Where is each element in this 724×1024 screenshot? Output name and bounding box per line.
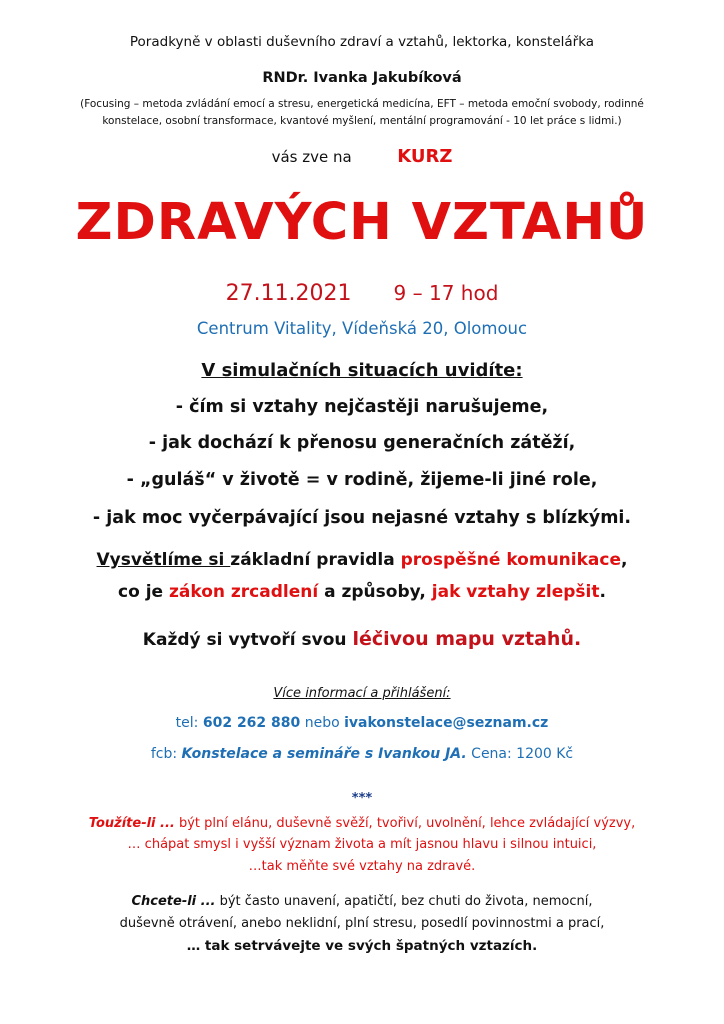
- stars-separator: ***: [351, 791, 373, 806]
- explain-text-3: a způsoby,: [318, 582, 432, 602]
- simulation-item-3: - „guláš“ v životě = v rodině, žijeme-li jiné role,: [126, 470, 598, 490]
- invite-prefix: vás zve na: [271, 148, 352, 166]
- positive-line-1: [0, 816, 724, 831]
- explain-text-2: co je: [118, 582, 169, 602]
- negative-line-2: duševně otrávení, anebo neklidní, plní stresu, posedlí povinnostmi a prací,: [119, 916, 605, 931]
- invite-line: [0, 146, 724, 167]
- map-line: [0, 628, 724, 650]
- negative-line-1: [0, 894, 724, 909]
- map-highlight: léčivou mapu vztahů.: [352, 628, 582, 650]
- negative-lead: Chcete-li ...: [131, 894, 216, 909]
- date-time-line: [0, 281, 724, 306]
- explain-comma: ,: [621, 550, 628, 570]
- facebook-line: [0, 746, 724, 762]
- explain-lead: Vysvětlíme si: [96, 550, 231, 570]
- simulation-item-2: - jak dochází k přenosu generačních zátěží,: [148, 433, 576, 453]
- highlight-improve: jak vztahy zlepšit: [431, 582, 600, 602]
- simulation-item-4: - jak moc vyčerpávající jsou nejasné vztahy s blízkými.: [92, 508, 632, 528]
- tel-label: tel:: [175, 715, 203, 731]
- simulations-heading: V simulačních situacích uvidíte:: [201, 360, 523, 381]
- negative-text-1: být často unavení, apatičtí, bez chuti do života, nemocní,: [215, 894, 593, 909]
- event-venue: Centrum Vitality, Vídeňská 20, Olomouc: [196, 319, 528, 338]
- positive-text-1: být plní elánu, duševně svěží, tvořiví, uvolnění, lehce zvládající výzvy,: [174, 816, 636, 831]
- negative-line-3: … tak setrvávejte ve svých špatných vztazích.: [186, 938, 538, 954]
- fcb-label: fcb:: [150, 746, 182, 762]
- map-text: Každý si vytvoří svou: [142, 630, 353, 650]
- simulation-item-1: - čím si vztahy nejčastěji narušujeme,: [175, 397, 549, 417]
- price: Cena: 1200 Kč: [466, 746, 574, 762]
- positive-lead: Toužíte-li ...: [88, 816, 175, 831]
- positive-line-3: …tak měňte své vztahy na zdravé.: [248, 859, 476, 874]
- contact-heading: Více informací a přihlášení:: [273, 686, 451, 701]
- methods-line-1: (Focusing – metoda zvládání emocí a stresu, energetická medicína, EFT – metoda emoční svobody, rodinné: [80, 98, 644, 110]
- methods-line-2: konstelace, osobní transformace, kvantové myšlení, mentální programování - 10 let práce s lidmi.): [102, 115, 622, 127]
- explain-text-1: základní pravidla: [230, 550, 401, 570]
- event-time: 9 – 17 hod: [393, 281, 499, 305]
- subtitle: Poradkyně v oblasti duševního zdraví a vztahů, lektorka, konstelářka: [129, 34, 595, 50]
- contact-line: [0, 715, 724, 731]
- highlight-mirroring: zákon zrcadlení: [168, 582, 319, 602]
- explain-line-1: [0, 550, 724, 570]
- explain-line-2: [0, 582, 724, 602]
- explain-period: .: [599, 582, 606, 602]
- presenter-name: RNDr. Ivanka Jakubíková: [262, 70, 462, 86]
- phone-number[interactable]: 602 262 880: [202, 715, 301, 731]
- main-title: ZDRAVÝCH VZTAHŮ: [75, 193, 649, 252]
- or-text: nebo: [300, 715, 345, 731]
- course-label: KURZ: [397, 146, 453, 167]
- email-link[interactable]: ivakonstelace@seznam.cz: [344, 715, 549, 731]
- highlight-communication: prospěšné komunikace: [400, 550, 621, 570]
- facebook-page[interactable]: Konstelace a semináře s Ivankou JA.: [181, 746, 467, 762]
- positive-line-2: … chápat smysl i vyšší význam života a mít jasnou hlavu i silnou intuici,: [127, 837, 597, 852]
- event-date: 27.11.2021: [225, 281, 352, 306]
